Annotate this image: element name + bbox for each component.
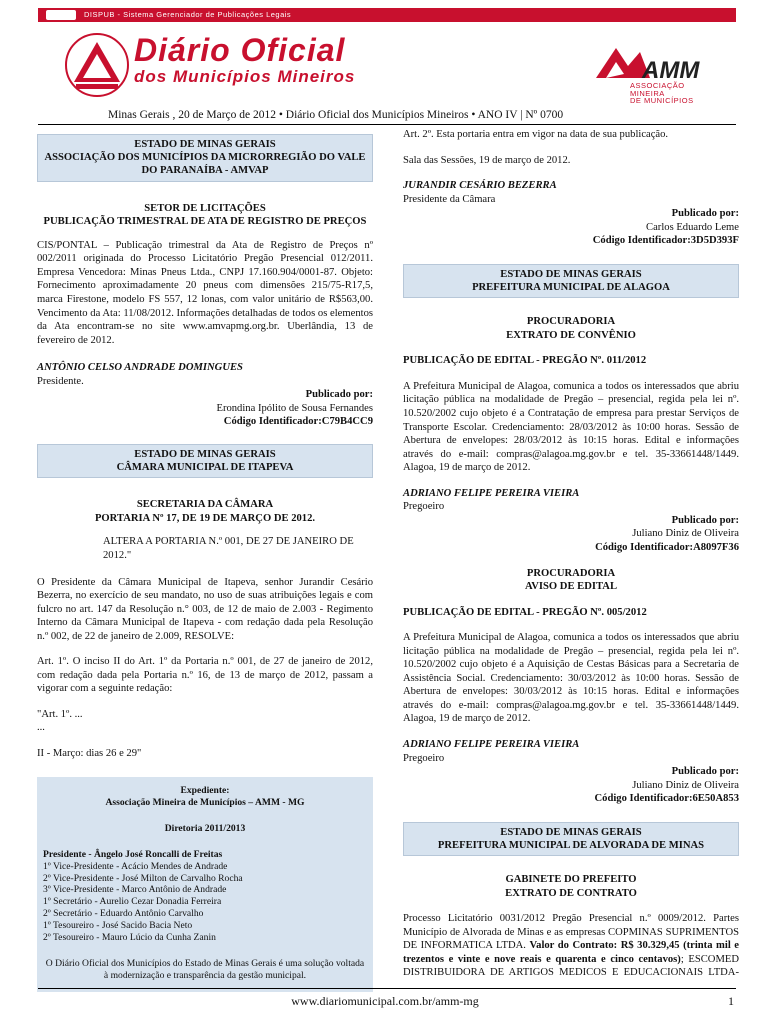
expediente-title: Expediente: xyxy=(180,784,230,796)
dateline: Minas Gerais , 20 de Março de 2012 • Diário Oficial dos Municípios Mineiros • ANO IV | Nº 0700 xyxy=(108,109,564,121)
signer-name: ADRIANO FELIPE PEREIRA VIEIRA xyxy=(403,487,580,499)
body-paragraph: A Prefeitura Municipal de Alagoa, comunica a todos os interessados que abriu licitação pública na modalidade de Pregão – presencial, regida pela lei nº. 10.520/2002 cujo objeto é a Contratação de empresa para prestar Serviços de Transporte Escolar. Credenciamento: 28/03/2012 às 10:00 horas. Sessão de Abertura de envelopes: 28/03/2012 às 10:15 horas. Edital e informações através do e-mail: compras@alagoa.mg.gov.br e tel. 35-33661448/1449. Alagoa, 19 de março de 2012. xyxy=(403,380,739,474)
body-paragraph: II - Março: dias 26 e 29" xyxy=(37,748,142,760)
signer-name: ANTÔNIO CELSO ANDRADE DOMINGUES xyxy=(37,362,243,374)
expediente-note: O Diário Oficial dos Municípios do Estado de Minas Gerais é uma solução voltada à modernização e transparência da gestão municipal. xyxy=(45,958,365,982)
heading-line: AVISO DE EDITAL xyxy=(524,581,618,593)
section-box-alvorada xyxy=(403,822,739,856)
section-box-alagoa xyxy=(403,264,739,298)
amm-assoc-line1: ASSOCIAÇÃO MINEIRA xyxy=(630,81,685,98)
topbar-text: DISPUB - Sistema Gerenciador de Publicações Legais xyxy=(84,10,292,19)
box-entity: PREFEITURA MUNICIPAL DE ALVORADA DE MINAS xyxy=(437,839,705,851)
signer-role: Pregoeiro xyxy=(403,752,445,764)
section-heading xyxy=(403,873,739,900)
contract-value: Valor do Contrato: R$ 30.329,45 (trinta mil e trezentos e vinte e nove reais e quarenta e cinco centavos) xyxy=(403,940,739,965)
signer-name: ADRIANO FELIPE PEREIRA VIEIRA xyxy=(403,738,580,750)
header-rule xyxy=(38,124,736,125)
section-heading xyxy=(37,202,373,229)
published-by-name: Juliano Diniz de Oliveira xyxy=(632,528,739,540)
signer-role: Presidente da Câmara xyxy=(403,193,496,205)
body-paragraph: ... xyxy=(37,722,45,734)
footer-url-link[interactable]: www.diariomunicipal.com.br/amm-mg xyxy=(291,994,479,1008)
box-state: ESTADO DE MINAS GERAIS xyxy=(134,139,276,150)
expediente-subtitle: Associação Mineira de Municípios – AMM - MG xyxy=(105,796,305,808)
box-state: ESTADO DE MINAS GERAIS xyxy=(500,826,642,838)
heading-line: GABINETE DO PREFEITO xyxy=(505,874,637,886)
heading-line: PROCURADORIA xyxy=(526,316,616,328)
masthead xyxy=(38,8,736,105)
body-paragraph: Sala das Sessões, 19 de março de 2012. xyxy=(403,154,571,166)
member-line: 2º Vice-Presidente - José Milton de Carvalho Rocha xyxy=(43,872,243,884)
contract-paragraph xyxy=(403,912,739,980)
heading-line: PORTARIA Nº 17, DE 19 DE MARÇO DE 2012. xyxy=(94,512,316,524)
diretoria-title: Diretoria 2011/2013 xyxy=(164,822,246,834)
body-paragraph: "Art. 1º. ... xyxy=(37,708,83,720)
published-by-label: Publicado por: xyxy=(305,389,373,401)
president-line: Presidente - Ângelo José Roncalli de Freitas xyxy=(43,848,223,860)
section-box-amvap xyxy=(37,134,373,182)
member-line: 1º Tesoureiro - José Sacido Bacia Neto xyxy=(43,920,193,932)
body-paragraph: O Presidente da Câmara Municipal de Itapeva, senhor Jurandir Cesário Bezerra, no exercício de seu mandato, no uso de suas atribuições legais e com fulcro no art. 147 da Resolução n.° 003, de 12 de maio de 2.003 - Regimento Interno da Câmara Municipal de Itapeva - com redação dada pela Resolução n.º 002, de 22 de janeiro de 2.009, RESOLVE: xyxy=(37,576,373,642)
dispub-topbar xyxy=(38,8,736,22)
heading-line: EXTRATO DE CONTRATO xyxy=(505,887,637,899)
published-by-label: Publicado por: xyxy=(671,208,739,220)
amm-assoc-line2: DE MUNICÍPIOS xyxy=(630,96,694,105)
heading-line: EXTRATO DE CONVÊNIO xyxy=(506,329,636,341)
member-line: 1º Vice-Presidente - Acácio Mendes de Andrade xyxy=(43,860,228,872)
box-state: ESTADO DE MINAS GERAIS xyxy=(500,268,642,280)
identifier-code: Código Identificador:C79B4CC9 xyxy=(223,416,373,428)
published-by-label: Publicado por: xyxy=(671,514,739,526)
box-entity: ASSOCIAÇÃO DOS MUNICÍPIOS DA MICRORREGIÃO DO VALE DO PARANAÍBA - AMVAP xyxy=(44,152,366,177)
body-paragraph: Art. 2º. Esta portaria entra em vigor na data de sua publicação. xyxy=(403,129,669,140)
minas-gerais-crest-icon xyxy=(62,30,132,100)
right-column xyxy=(403,128,739,980)
amm-assoc-text xyxy=(630,82,702,105)
body-paragraph: A Prefeitura Municipal de Alagoa, comunica a todos os interessados que abriu licitação pública na modalidade de Pregão – presencial, regida pela lei nº. 10.520/2002 cujo objeto é a Aquisição de Cestas Básicas para a Secretaria de Assistência Social. Credenciamento: 30/03/2012 às 10:00 horas. Sessão de Abertura de envelopes: 30/03/2012 às 10:15 horas. Edital e informações através do e-mail: compras@alagoa.mg.gov.br e tel. 35-33661448/1449. Alagoa, 19 de março de 2012. xyxy=(403,632,739,725)
left-column xyxy=(37,128,373,992)
contract-text: ; ESCOMED DISTRIBUIDORA DE ARTIGOS MEDICOS E EDUCACIONAIS LTDA- xyxy=(403,953,739,979)
expediente-box xyxy=(37,777,373,993)
published-by-name: Erondina Ipólito de Sousa Fernandes xyxy=(216,402,373,414)
signer-name: JURANDIR CESÁRIO BEZERRA xyxy=(403,180,557,192)
heading-line: SETOR DE LICITAÇÕES xyxy=(144,202,266,214)
amm-logo-text: AMM xyxy=(642,57,700,84)
published-by-name: Juliano Diniz de Oliveira xyxy=(632,779,739,791)
member-line: 2º Tesoureiro - Mauro Lúcio da Cunha Zanin xyxy=(43,932,216,944)
signer-role: Presidente. xyxy=(37,375,84,387)
identifier-code: Código Identificador:6E50A853 xyxy=(594,793,739,805)
page-subtitle: dos Municípios Mineiros xyxy=(134,67,356,86)
section-heading xyxy=(403,567,739,594)
ementa: ALTERA A PORTARIA N.º 001, DE 27 DE JANEIRO DE 2012." xyxy=(103,536,354,562)
published-by-name: Carlos Eduardo Leme xyxy=(646,221,739,233)
contract-text: Processo Licitatório 0031/2012 Pregão Presencial n.º 0009/2012. Partes Município de Alvorada de Minas e as empresas COPMINAS SUPRIMENTOS DE INFORMATICA LTDA. xyxy=(403,913,739,952)
body-paragraph: Art. 1º. O inciso II do Art. 1º da Portaria n.º 001, de 27 de janeiro de 2012, com redação dada pela Portaria n.º 16, de 13 de março de 2012, passam a vigorar com a seguinte redação: xyxy=(37,656,373,695)
page-title: Diário Oficial xyxy=(134,32,346,68)
published-by-label: Publicado por: xyxy=(671,766,739,778)
amm-logo xyxy=(592,42,702,105)
edital-title: PUBLICAÇÃO DE EDITAL - PREGÃO Nº. 005/2012 xyxy=(403,606,647,618)
identifier-code: Código Identificador:3D5D393F xyxy=(592,235,739,247)
section-heading xyxy=(403,315,739,342)
box-entity: PREFEITURA MUNICIPAL DE ALAGOA xyxy=(472,282,670,294)
section-box-itapeva xyxy=(37,444,373,478)
heading-line: PROCURADORIA xyxy=(526,567,616,579)
section-heading xyxy=(37,498,373,525)
member-line: 3º Vice-Presidente - Marco Antônio de Andrade xyxy=(43,884,227,896)
page-number: 1 xyxy=(728,994,734,1008)
member-line: 2º Secretário - Eduardo Antônio Carvalho xyxy=(43,908,204,920)
box-entity: CÂMARA MUNICIPAL DE ITAPEVA xyxy=(116,462,294,474)
dispub-logo-icon xyxy=(46,10,76,20)
heading-line: SECRETARIA DA CÂMARA xyxy=(136,499,274,511)
edital-title: PUBLICAÇÃO DE EDITAL - PREGÃO Nº. 011/2012 xyxy=(403,355,647,367)
heading-line: PUBLICAÇÃO TRIMESTRAL DE ATA DE REGISTRO DE PREÇOS xyxy=(43,216,367,228)
member-line: 1º Secretário - Aurelio Cezar Donadia Ferreira xyxy=(43,896,222,908)
signer-role: Pregoeiro xyxy=(403,501,445,513)
footer-rule xyxy=(38,988,736,989)
body-paragraph: CIS/PONTAL – Publicação trimestral da Ata de Registro de Preços nº 002/2011 originada do Processo Licitatório Pregão Presencial 012/2011. Empresa Vencedora: Minas Pneus Ltda., CNPJ 17.160.904/0001-87. Objeto: Fornecimento aproximadamente 20 pneus com dimensões 215/75-R17,5, marca Firestone, modelo FS 557, 12 lonas, com valor unitário de R$563,00. Vencimento da Ata: 11/08/2012. Informações detalhadas de todos os elementos da Ata encontram-se no site www.amvapmg.org.br. Uberlândia, 13 de fevereiro de 2012. xyxy=(37,239,373,346)
box-state: ESTADO DE MINAS GERAIS xyxy=(134,448,276,460)
identifier-code: Código Identificador:A8097F36 xyxy=(595,541,739,553)
